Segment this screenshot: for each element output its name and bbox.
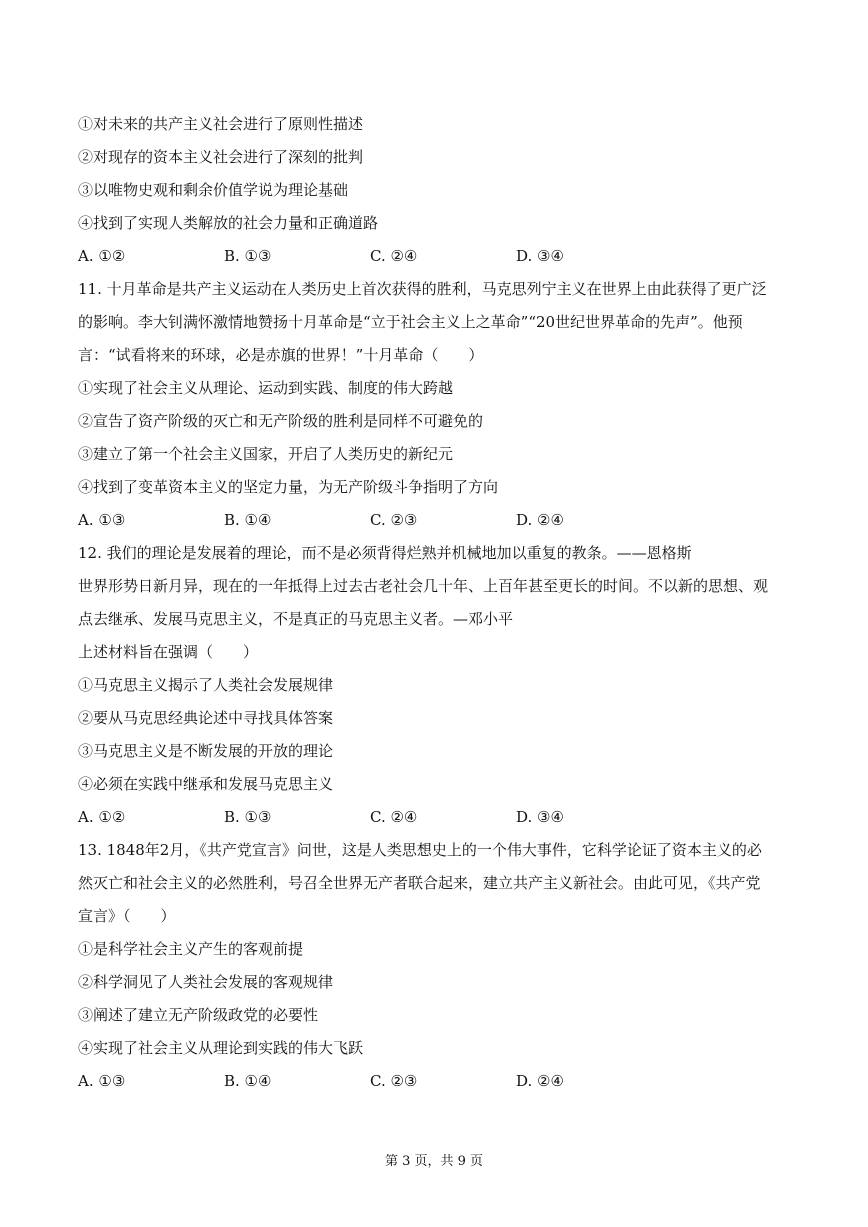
page-number-label: 第 3 页，共 9 页 <box>384 1154 484 1169</box>
q11-option-b: B. ①④ <box>224 511 272 529</box>
q12-item-1: ①马克思主义揭示了人类社会发展规律 <box>78 676 334 694</box>
q13-item-2: ②科学洞见了人类社会发展的客观规律 <box>78 973 334 991</box>
q13-option-d: D. ②④ <box>516 1072 564 1090</box>
q13-item-4: ④实现了社会主义从理论到实践的伟大飞跃 <box>78 1039 364 1057</box>
q11-option-d: D. ②④ <box>516 511 564 529</box>
q12-stem-line-1: 12. 我们的理论是发展着的理论，而不是必须背得烂熟并机械地加以重复的教条。——恩格斯 <box>78 544 692 562</box>
question-11 <box>78 273 790 537</box>
q13-stem-line-3: 宣言》（ ） <box>78 907 176 925</box>
q12-stem-line-3: 点去继承、发展马克思主义，不是真正的马克思主义者。—邓小平 <box>78 610 514 628</box>
q12-option-c: C. ②④ <box>370 808 418 826</box>
q10-option-a: A. ①② <box>78 247 126 265</box>
q11-item-2: ②宣告了资产阶级的灭亡和无产阶级的胜利是同样不可避免的 <box>78 412 484 430</box>
q11-option-a: A. ①③ <box>78 511 126 529</box>
q12-option-d: D. ③④ <box>516 808 564 826</box>
q10-item-3: ③以唯物史观和剩余价值学说为理论基础 <box>78 181 349 199</box>
page-content <box>78 108 790 1098</box>
q13-options <box>78 1065 790 1098</box>
q11-stem-line-2: 的影响。李大钊满怀激情地赞扬十月革命是“立于社会主义上之革命”“20世纪世界革命的先声”。他预 <box>78 313 743 331</box>
q11-stem-line-3: 言：“试看将来的环球，必是赤旗的世界！”十月革命（ ） <box>78 346 484 364</box>
q12-option-a: A. ①② <box>78 808 126 826</box>
q11-item-4: ④找到了变革资本主义的坚定力量，为无产阶级斗争指明了方向 <box>78 478 499 496</box>
question-10 <box>78 108 790 273</box>
q12-option-b: B. ①③ <box>224 808 272 826</box>
q11-stem-line-1: 11. 十月革命是共产主义运动在人类历史上首次获得的胜利，马克思列宁主义在世界上由此获得了更广泛 <box>78 280 767 298</box>
q13-stem-line-1: 13. 1848年2月，《共产党宣言》问世，这是人类思想史上的一个伟大事件，它科学论证了资本主义的必 <box>78 841 762 859</box>
q13-item-3: ③阐述了建立无产阶级政党的必要性 <box>78 1006 319 1024</box>
q10-item-1: ①对未来的共产主义社会进行了原则性描述 <box>78 115 364 133</box>
q10-item-4: ④找到了实现人类解放的社会力量和正确道路 <box>78 214 379 232</box>
q10-item-2: ②对现存的资本主义社会进行了深刻的批判 <box>78 148 364 166</box>
q10-options <box>78 240 790 273</box>
q12-stem-line-2: 世界形势日新月异，现在的一年抵得上过去古老社会几十年、上百年甚至更长的时间。不以新的思想、观 <box>78 577 769 595</box>
q10-option-b: B. ①③ <box>224 247 272 265</box>
q10-option-d: D. ③④ <box>516 247 564 265</box>
q13-option-a: A. ①③ <box>78 1072 126 1090</box>
page-footer <box>0 1152 868 1172</box>
q10-option-c: C. ②④ <box>370 247 418 265</box>
q11-options <box>78 504 790 537</box>
q11-item-3: ③建立了第一个社会主义国家，开启了人类历史的新纪元 <box>78 445 454 463</box>
q12-item-4: ④必须在实践中继承和发展马克思主义 <box>78 775 334 793</box>
q11-item-1: ①实现了社会主义从理论、运动到实践、制度的伟大跨越 <box>78 379 454 397</box>
q13-option-c: C. ②③ <box>370 1072 418 1090</box>
q11-option-c: C. ②③ <box>370 511 418 529</box>
question-13 <box>78 834 790 1098</box>
q12-item-3: ③马克思主义是不断发展的开放的理论 <box>78 742 334 760</box>
q13-item-1: ①是科学社会主义产生的客观前提 <box>78 940 304 958</box>
q12-item-2: ②要从马克思经典论述中寻找具体答案 <box>78 709 334 727</box>
q13-stem-line-2: 然灭亡和社会主义的必然胜利，号召全世界无产者联合起来，建立共产主义新社会。由此可见，《共产党 <box>78 874 761 892</box>
q13-option-b: B. ①④ <box>224 1072 272 1090</box>
question-12 <box>78 537 790 834</box>
q12-stem-line-4: 上述材料旨在强调（ ） <box>78 643 259 661</box>
q12-options <box>78 801 790 834</box>
